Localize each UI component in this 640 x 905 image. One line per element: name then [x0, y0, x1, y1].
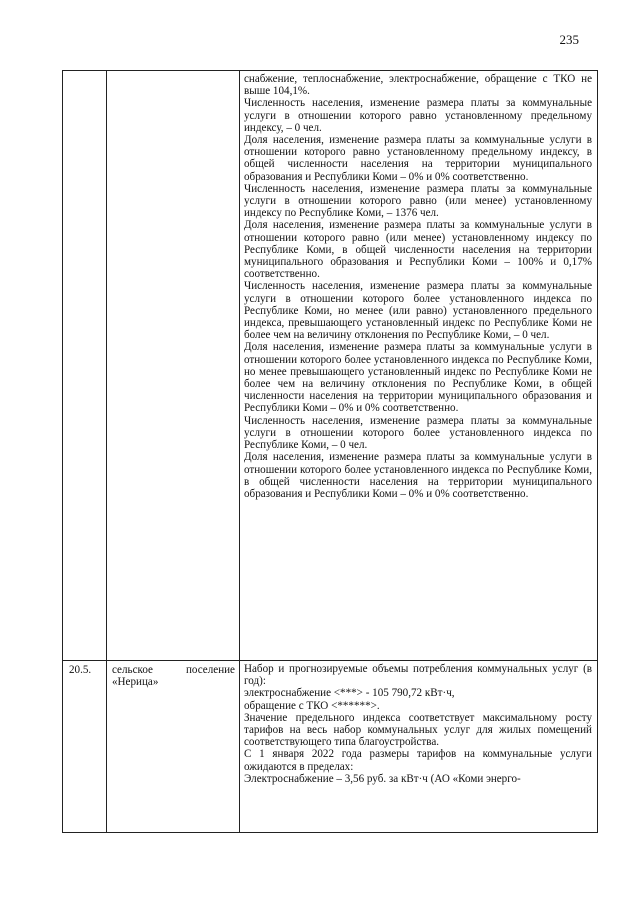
row-number-cell: 20.5. [63, 661, 107, 833]
row-number-cell [63, 71, 107, 661]
document-table [62, 70, 598, 833]
table-row [63, 71, 598, 661]
municipality-name: «Нерица» [112, 676, 159, 689]
paragraph: снабжение, теплоснабжение, электроснабжение, обращение с ТКО не выше 104,1%. [244, 73, 592, 98]
paragraph: Численность населения, изменение размера платы за коммунальные услуги в отношении которого более установленного индекса по Республике Коми, – 0 чел. [244, 414, 592, 452]
paragraph: Доля населения, изменение размера платы за коммунальные услуги в отношении которого более установленного индекса по Республике Коми, в общей численности населения на территории муниципального образования и Республики Коми – 0% и 0% соответственно. [244, 451, 592, 500]
municipality-type-word: сельское [112, 664, 153, 676]
paragraph: Численность населения, изменение размера платы за коммунальные услуги в отношении которого более установленного индекса по Республике Коми, но менее (или равно) установленного предельного индекса, превышающего установленный индекс по Республике Коми не более чем на величину отклонения по Республике Коми, – 0 чел. [244, 280, 592, 342]
paragraph: Электроснабжение – 3,56 руб. за кВт·ч (АО «Коми энерго- [244, 772, 521, 785]
municipality-cell [107, 661, 240, 833]
paragraph: электроснабжение <***> - 105 790,72 кВт·ч, [244, 687, 455, 700]
paragraph: Доля населения, изменение размера платы за коммунальные услуги в отношении которого равно установленному предельному индексу, в общей численности населения на территории муниципального образования и Республики Коми – 0% и 0% соответственно. [244, 134, 592, 183]
paragraph: обращение с ТКО <******>. [244, 699, 380, 712]
description-cell [240, 661, 598, 833]
page-number: 235 [559, 32, 579, 47]
description-cell [240, 71, 598, 661]
table-row [63, 661, 598, 833]
paragraph: Доля населения, изменение размера платы за коммунальные услуги в отношении которого более установленного индекса по Республике Коми, но менее превышающего установленный индекс по Республике Коми не более чем на величину отклонения по Республике Коми, в общей численности населения на территории муниципального образования и Республики Коми – 0% и 0% соответственно. [244, 341, 592, 415]
paragraph: С 1 января 2022 года размеры тарифов на коммунальные услуги ожидаются в пределах: [244, 748, 592, 773]
municipality-cell [107, 71, 240, 661]
municipality-type-word: поселение [185, 664, 235, 676]
paragraph: Набор и прогнозируемые объемы потребления коммунальных услуг (в год): [244, 663, 592, 688]
paragraph: Численность населения, изменение размера платы за коммунальные услуги в отношении которого равно (или менее) установленному индексу по Республике Коми, – 1376 чел. [244, 182, 592, 220]
paragraph: Доля населения, изменение размера платы за коммунальные услуги в отношении которого равно (или менее) установленному индексу по Республике Коми, в общей численности населения на территории муниципального образования и Республики Коми – 100% и 0,17% соответственно. [244, 219, 592, 281]
paragraph: Значение предельного индекса соответствует максимальному росту тарифов на весь набор коммунальных услуг для жилых помещений соответствующего типа благоустройства. [244, 711, 592, 749]
paragraph: Численность населения, изменение размера платы за коммунальные услуги в отношении которого равно установленному предельному индексу, – 0 чел. [244, 97, 592, 134]
